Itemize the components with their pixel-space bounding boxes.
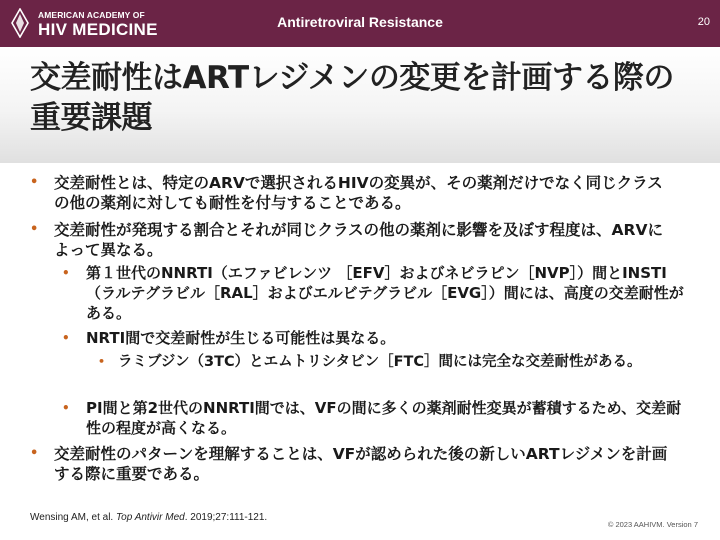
sub-sub-bullet-item (98, 352, 688, 372)
section-title: Antiretroviral Resistance (277, 14, 443, 30)
sub-sub-bullet-text: ラミブジン（3TC）とエムトリシタビン［FTC］間には完全な交差耐性がある。 (118, 354, 642, 370)
bullet-dot-icon: • (62, 266, 70, 280)
reference-authors: Wensing AM, et al. (30, 512, 116, 523)
bullet-dot-icon: • (62, 401, 70, 415)
bullet-dot-icon: • (30, 222, 39, 237)
bullet-text: 交差耐性が発現する割合とそれが同じクラスの他の薬剤に影響を及ぼす程度は、ARVによって異なる。 (54, 221, 663, 259)
bullet-dot-icon: • (98, 355, 106, 368)
sub-bullet-item (62, 328, 687, 348)
bullet-item (30, 220, 670, 260)
reference-journal: Top Antivir Med (115, 512, 185, 523)
reference-citation (30, 512, 267, 523)
sub-bullet-text: NRTI間で交差耐性が生じる可能性は異なる。 (86, 329, 396, 347)
bullet-dot-icon: • (62, 331, 70, 345)
header-bar (0, 0, 720, 47)
bullet-item (30, 173, 670, 213)
sub-bullet-text: 第１世代のNNRTI（エファビレンツ ［EFV］およびネビラピン［NVP］）間とINSTI（ラルテグラビル［RAL］およびエルビテグラビル［EVG］）間には、高度の交差耐性がある。 (86, 264, 684, 322)
copyright-notice: © 2023 AAHIVM. Version 7 (607, 520, 698, 529)
bullet-item (30, 444, 670, 484)
page-number: 20 (697, 16, 710, 28)
logo-org-name: AMERICAN ACADEMY OF (38, 10, 145, 20)
bullet-text: 交差耐性のパターンを理解することは、VFが認められた後の新しいARTレジメンを計画する際に重要である。 (54, 445, 668, 483)
reference-details: . 2019;27:111-121. (184, 512, 268, 523)
bullet-dot-icon: • (30, 175, 39, 190)
sub-bullet-text: PI間と第2世代のNNRTI間では、VFの間に多くの薬剤耐性変異が蓄積するため、交差耐性の程度が高くなる。 (86, 399, 682, 437)
sub-bullet-item (62, 263, 687, 323)
bullet-text: 交差耐性とは、特定のARVで選択されるHIVの変異が、その薬剤だけでなく同じクラスの他の薬剤に対しても耐性を付与することである。 (54, 174, 663, 212)
logo-brand-name: HIV MEDICINE (38, 20, 158, 39)
bullet-dot-icon: • (30, 446, 39, 461)
slide-title: 交差耐性はARTレジメンの変更を計画する際の重要課題 (30, 60, 674, 136)
sub-bullet-item (62, 398, 687, 438)
